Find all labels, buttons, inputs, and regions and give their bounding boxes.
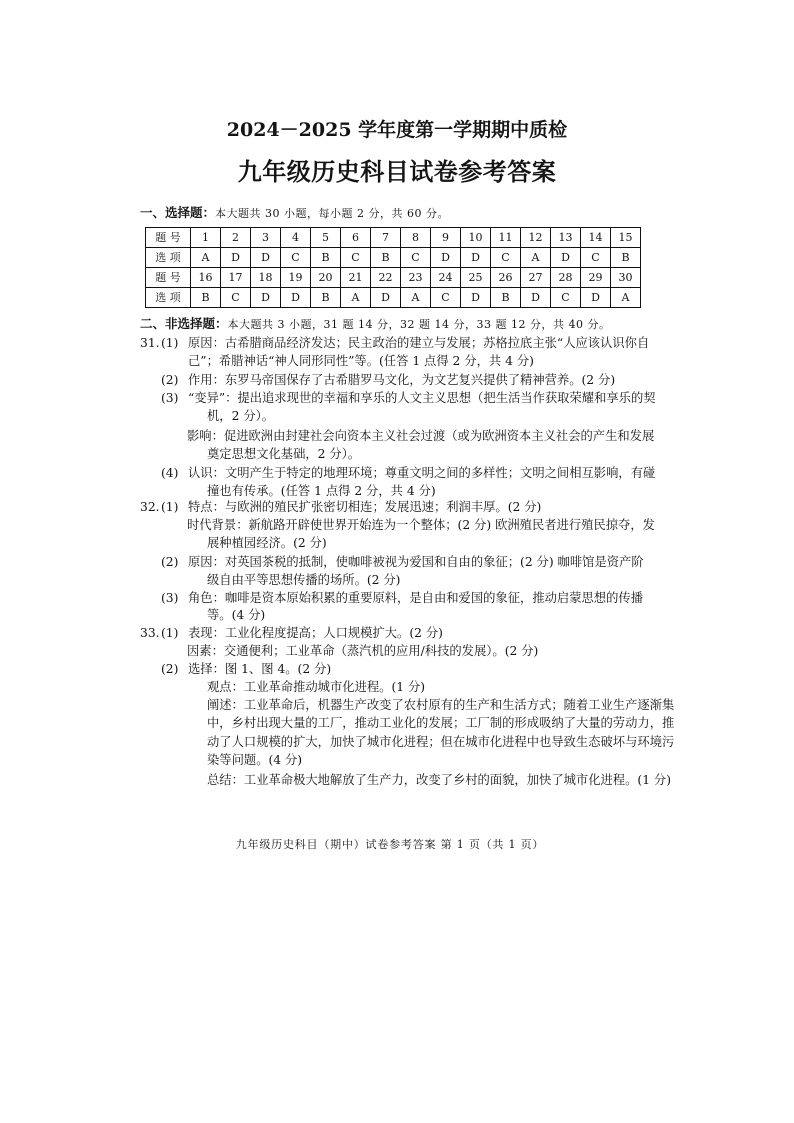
q31-part-3-line: “变异”：提出追求现世的幸福和享乐的人文主义思想（把生活当作获取荣耀和享乐的契 [188,391,656,405]
table-cell: 1 [191,228,221,248]
table-cell: 25 [461,268,491,288]
table-cell: 26 [491,268,521,288]
table-cell: 16 [191,268,221,288]
table-cell: 30 [611,268,641,288]
table-cell: 6 [341,228,371,248]
table-cell: C [491,248,521,268]
section-2-desc: 本大题共 3 小题，31 题 14 分，32 题 14 分，33 题 12 分，共 40 分。 [227,318,611,331]
document-title: 九年级历史科目试卷参考答案 [237,157,557,186]
table-cell: D [551,248,581,268]
q32-part-1-line: 特点：与欧洲的殖民扩张密切相连；发展迅速；利润丰厚。(2 分) [188,500,542,514]
q33-part-2-label: (2) [161,662,179,676]
q32-part-3-line: 等。(4 分) [207,608,266,622]
table-cell: 3 [251,228,281,248]
answer-table [145,227,641,308]
table-cell: C [401,248,431,268]
section-1-heading [140,204,449,222]
table-cell: 14 [581,228,611,248]
q33-part-2-line: 观点：工业革命推动城市化进程。(1 分) [207,680,426,694]
q33-part-2-line: 中，乡村出现大量的工厂，推动工业化的发展；工厂制的形成吸纳了大量的劳动力，推 [207,716,675,730]
row-label: 题 号 [146,268,191,288]
q32-part-2-line: 级自由平等思想传播的场所。(2 分) [207,573,401,587]
q33-part-1-line: 表现：工业化程度提高；人口规模扩大。(2 分) [188,626,443,640]
table-cell: D [461,288,491,308]
table-cell: B [371,248,401,268]
table-cell: 5 [311,228,341,248]
q33-part-2-line: 动了人口规模的扩大，加快了城市化进程；但在城市化进程中也导致生态破坏与环境污 [207,735,675,749]
table-cell: 9 [431,228,461,248]
table-cell: C [341,248,371,268]
q31-part-2-line: 作用：东罗马帝国保存了古希腊罗马文化，为文艺复兴提供了精神营养。(2 分) [188,373,616,387]
section-1-title: 一、选择题： [140,205,216,220]
table-row [146,228,641,248]
section-1-desc: 本大题共 30 小题，每小题 2 分，共 60 分。 [215,207,449,220]
table-cell: C [581,248,611,268]
table-cell: 8 [401,228,431,248]
table-cell: C [431,288,461,308]
q32-part-1-label: (1) [161,500,179,514]
table-cell: 21 [341,268,371,288]
table-cell: B [311,288,341,308]
table-cell: 24 [431,268,461,288]
row-label: 题 号 [146,228,191,248]
table-cell: A [191,248,221,268]
table-cell: B [491,288,521,308]
q32-part-1-line: 时代背景：新航路开辟使世界开始连为一个整体；(2 分) 欧洲殖民者进行殖民掠夺，发 [187,518,655,532]
q31-part-1-line: 己”；希腊神话“神人同形同性”等。(任答 1 点得 2 分，共 4 分) [188,354,534,368]
page-footer: 九年级历史科目（期中）试卷参考答案 第 1 页（共 1 页） [235,838,545,851]
table-cell: 2 [221,228,251,248]
table-cell: 23 [401,268,431,288]
q32-part-2-line: 原因：对英国茶税的抵制，使咖啡被视为爱国和自由的象征；(2 分) 咖啡馆是资产阶 [188,555,644,569]
table-row [146,268,641,288]
q33-part-2-line: 染等问题。(4 分) [207,753,303,767]
table-cell: 12 [521,228,551,248]
q32-part-2-label: (2) [161,555,179,569]
table-cell: D [281,288,311,308]
table-cell: B [191,288,221,308]
table-cell: C [551,288,581,308]
q31-part-4-label: (4) [161,466,179,480]
q31-part-4-line: 撞也有传承。(任答 1 点得 2 分，共 4 分) [207,484,436,498]
table-cell: D [221,248,251,268]
table-cell: D [521,288,551,308]
section-2-title: 二、非选择题： [140,316,228,331]
question-number-32: 32. [140,500,160,514]
table-cell: 20 [311,268,341,288]
q32-part-3-line: 角色：咖啡是资本原始积累的重要原料，是自由和爱国的象征，推动启蒙思想的传播 [188,591,643,605]
table-cell: A [521,248,551,268]
table-cell: D [251,288,281,308]
q33-part-1-line: 因素：交通便利；工业革命（蒸汽机的应用/科技的发展）。(2 分) [187,644,539,658]
q32-part-3-label: (3) [161,591,179,605]
table-cell: 29 [581,268,611,288]
table-cell: 10 [461,228,491,248]
section-2-heading [140,315,610,333]
table-cell: D [461,248,491,268]
q31-part-3-line: 影响：促进欧洲由封建社会向资本主义社会过渡（或为欧洲资本主义社会的产生和发展 [187,429,655,443]
q31-part-3-line: 机，2 分）。 [207,409,275,423]
row-label: 选 项 [146,248,191,268]
table-row [146,248,641,268]
q31-part-1-line: 原因：古希腊商品经济发达；民主政治的建立与发展；苏格拉底主张“人应该认识你自 [188,336,650,350]
question-number-31: 31. [140,336,160,350]
q31-part-3-label: (3) [161,391,179,405]
table-cell: 18 [251,268,281,288]
table-cell: C [281,248,311,268]
table-cell: 4 [281,228,311,248]
table-cell: 13 [551,228,581,248]
q33-part-2-line: 阐述：工业革命后，机器生产改变了农村原有的生产和生活方式；随着工业生产逐渐集 [207,698,675,712]
table-cell: 22 [371,268,401,288]
table-cell: D [251,248,281,268]
table-cell: 7 [371,228,401,248]
table-cell: D [581,288,611,308]
table-row [146,288,641,308]
table-cell: A [611,288,641,308]
table-cell: A [341,288,371,308]
table-cell: B [311,248,341,268]
table-cell: 17 [221,268,251,288]
q32-part-1-line: 展种植园经济。(2 分) [207,536,327,550]
q31-part-3-line: 奠定思想文化基础，2 分）。 [207,447,361,461]
q31-part-4-line: 认识：文明产生于特定的地理环境；尊重文明之间的多样性；文明之间相互影响，有碰 [188,466,656,480]
table-cell: 28 [551,268,581,288]
question-number-33: 33. [140,626,160,640]
exam-term-title: 2024－2025 学年度第一学期期中质检 [226,119,568,141]
q33-part-1-label: (1) [161,626,179,640]
q31-part-2-label: (2) [161,373,179,387]
table-cell: D [371,288,401,308]
table-cell: 15 [611,228,641,248]
q31-part-1-label: (1) [161,336,179,350]
table-cell: 11 [491,228,521,248]
q33-part-2-line: 选择：图 1、图 4。(2 分) [188,662,332,676]
q33-part-2-line: 总结：工业革命极大地解放了生产力，改变了乡村的面貌，加快了城市化进程。(1 分) [207,773,672,787]
table-cell: C [221,288,251,308]
table-cell: D [431,248,461,268]
table-cell: 19 [281,268,311,288]
row-label: 选 项 [146,288,191,308]
table-cell: 27 [521,268,551,288]
table-cell: B [611,248,641,268]
table-cell: A [401,288,431,308]
